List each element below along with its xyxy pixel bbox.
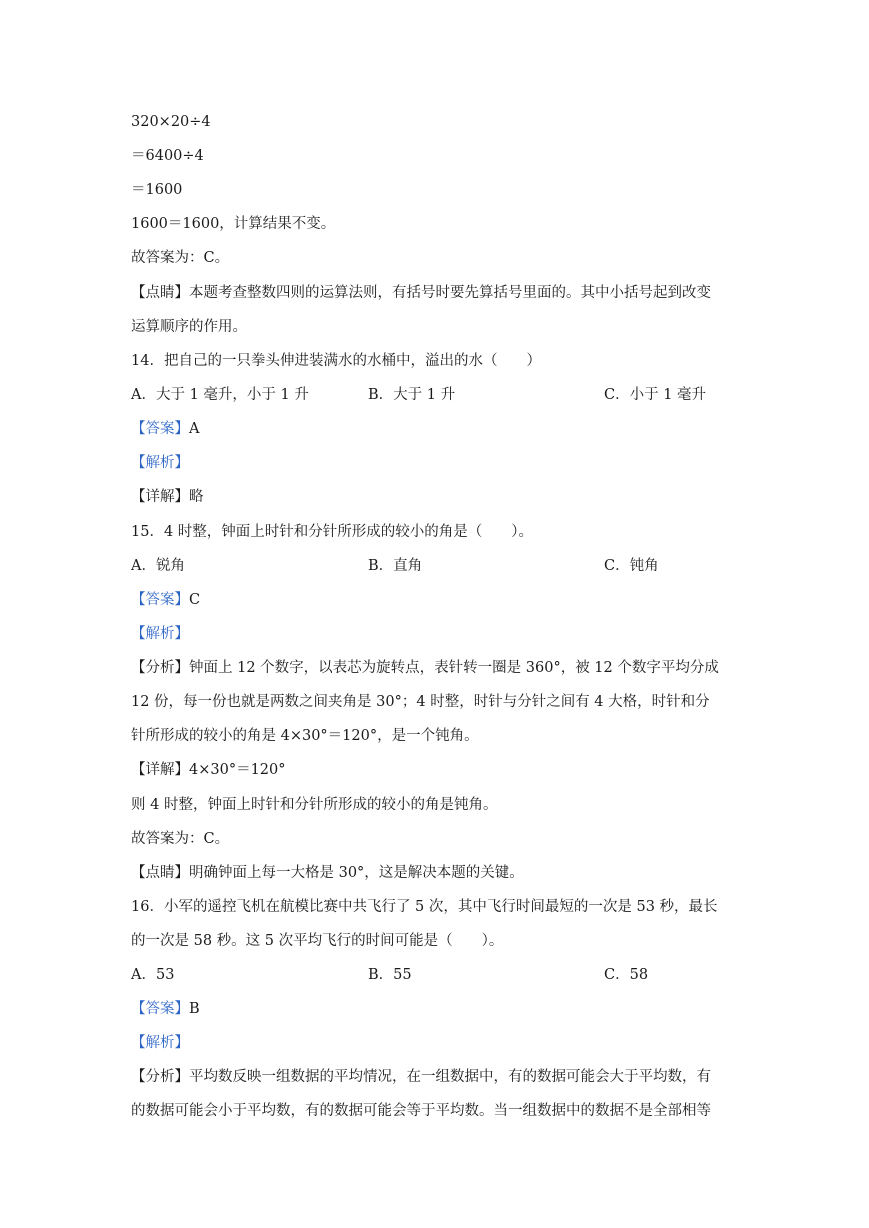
q15-tip: 【点睛】明确钟面上每一大格是 30°，这是解决本题的关键。 <box>131 865 524 881</box>
q15-conclusion: 故答案为：C。 <box>131 831 230 847</box>
q15-option-c: C．钝角 <box>604 558 659 574</box>
q16-analysis-line-1: 【分析】平均数反映一组数据的平均情况，在一组数据中，有的数据可能会大于平均数，有 <box>131 1069 711 1085</box>
answer-value: C <box>189 592 201 608</box>
calc-line-3: ＝1600 <box>131 182 183 198</box>
answer-value: B <box>189 1001 200 1017</box>
q13-conclusion: 故答案为：C。 <box>131 250 230 266</box>
q15-analysis-line-1: 【分析】钟面上 12 个数字，以表芯为旋转点，表针转一圈是 360°，被 12 个数字平均分成 <box>131 660 719 676</box>
answer-tag: 【答案】 <box>131 421 189 437</box>
q15-analysis-line-2: 12 份，每一份也就是两数之间夹角是 30°；4 时整，时针与分针之间有 4 大格，时针和分 <box>131 694 710 710</box>
q16-option-a: A．53 <box>131 967 175 983</box>
q16-analysis-line-2: 的数据可能会小于平均数，有的数据可能会等于平均数。当一组数据中的数据不是全部相等 <box>131 1103 711 1119</box>
q14-answer <box>131 419 199 439</box>
q16-answer <box>131 999 200 1019</box>
q16-option-c: C．58 <box>604 967 649 983</box>
q14-option-b: B．大于 1 升 <box>368 387 456 403</box>
q14-detail: 【详解】略 <box>131 489 204 505</box>
q16-stem-line-2: 的一次是 58 秒。这 5 次平均飞行的时间可能是（ ）。 <box>131 933 504 949</box>
q15-analysis-line-3: 针所形成的较小的角是 4×30°＝120°，是一个钝角。 <box>131 728 479 744</box>
q14-option-c: C．小于 1 毫升 <box>604 387 707 403</box>
q15-detail-line-1: 【详解】4×30°＝120° <box>131 762 286 778</box>
q14-option-a: A．大于 1 毫升，小于 1 升 <box>131 387 309 403</box>
calc-line-1: 320×20÷4 <box>131 114 211 130</box>
q14-stem: 14．把自己的一只拳头伸进装满水的水桶中，溢出的水（ ） <box>131 353 541 369</box>
q15-stem: 15．4 时整，钟面上时针和分针所形成的较小的角是（ ）。 <box>131 524 534 540</box>
q16-analysis-tag: 【解析】 <box>131 1035 189 1051</box>
q15-analysis-tag: 【解析】 <box>131 626 189 642</box>
answer-value: A <box>189 421 200 437</box>
q16-option-b: B．55 <box>368 967 412 983</box>
answer-tag: 【答案】 <box>131 592 189 608</box>
answer-tag: 【答案】 <box>131 1001 189 1017</box>
q15-option-b: B．直角 <box>368 558 423 574</box>
q13-tip-line-2: 运算顺序的作用。 <box>131 319 247 335</box>
q15-option-a: A．锐角 <box>131 558 185 574</box>
q13-tip-line-1: 【点睛】本题考查整数四则的运算法则，有括号时要先算括号里面的。其中小括号起到改变 <box>131 285 711 301</box>
q16-stem-line-1: 16．小军的遥控飞机在航模比赛中共飞行了 5 次，其中飞行时间最短的一次是 53 秒，最长 <box>131 899 718 915</box>
calc-line-2: ＝6400÷4 <box>131 148 204 164</box>
q15-detail-line-2: 则 4 时整，钟面上时针和分针所形成的较小的角是钝角。 <box>131 797 498 813</box>
q14-analysis-tag: 【解析】 <box>131 455 189 471</box>
calc-line-4: 1600＝1600，计算结果不变。 <box>131 216 336 232</box>
q15-answer <box>131 590 200 610</box>
